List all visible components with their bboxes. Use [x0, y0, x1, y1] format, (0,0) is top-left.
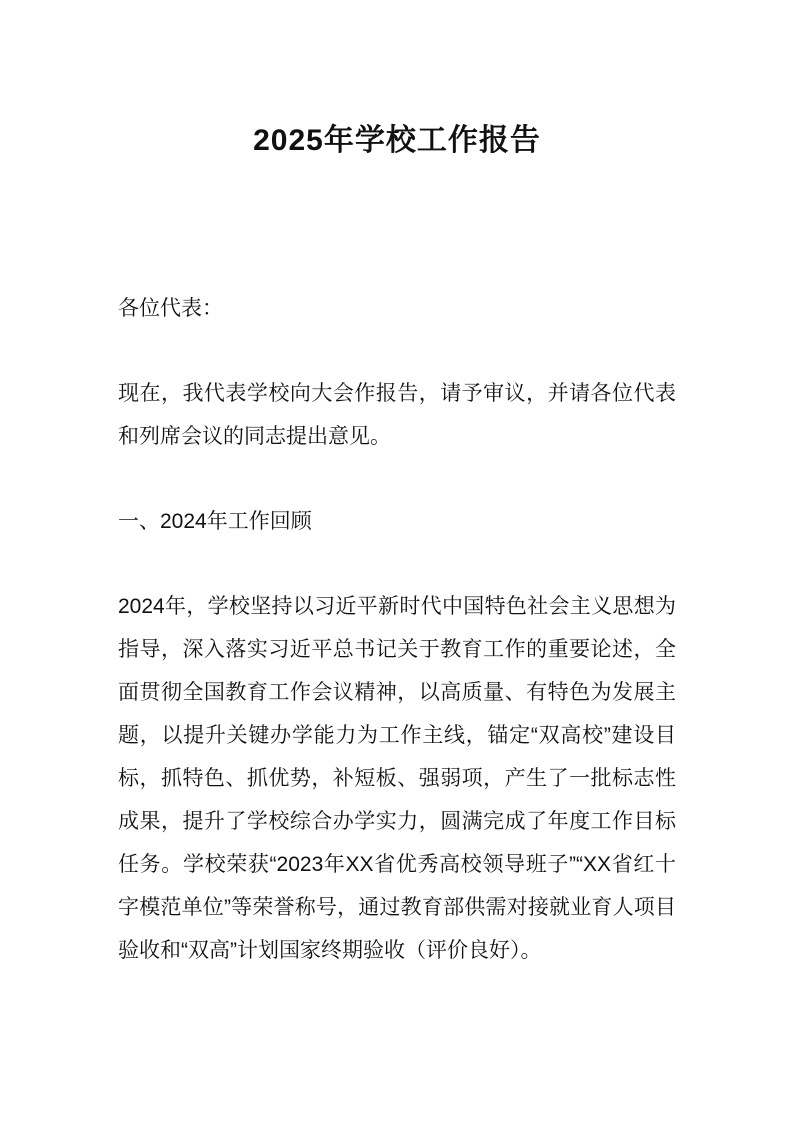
- section-heading: 一、2024年工作回顾: [118, 510, 312, 533]
- document-title: 2025年学校工作报告: [253, 124, 541, 157]
- salutation-paragraph: 各位代表：: [118, 297, 223, 320]
- body-paragraph: 2024年，学校坚持以习近平新时代中国特色社会主义思想为指导，深入落实习近平总书记关于教育工作的重要论述，全面贯彻全国教育工作会议精神，以高质量、有特色为发展主题，以提升关键办学能力为工作主线，锚定“双高校”建设目标，抓特色、抓优势，补短板、强弱项，产生了一批标志性成果，提升了学校综合办学实力，圆满完成了年度工作目标任务。学校荣获“2023年XX省优秀高校领导班子”“XX省红十字模范单位”等荣誉称号，通过教育部供需对接就业育人项目验收和“双高”计划国家终期验收（评价良好）。: [118, 595, 676, 962]
- intro-paragraph: 现在，我代表学校向大会作报告，请予审议，并请各位代表和列席会议的同志提出意见。: [118, 382, 676, 448]
